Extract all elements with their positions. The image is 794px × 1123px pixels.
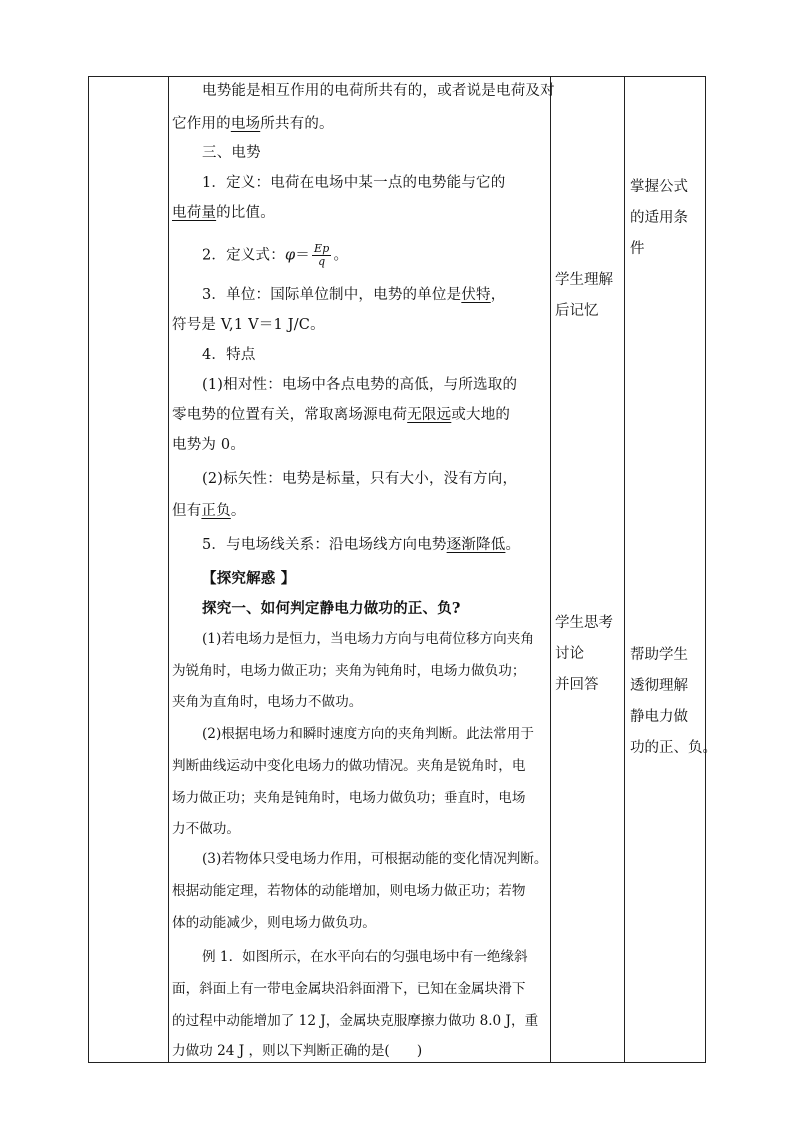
text-line: 零电势的位置有关，常取离场源电荷无限远或大地的 (172, 407, 511, 423)
design-intent: 帮助学生 (630, 647, 688, 663)
design-intent: 透彻理解 (630, 678, 688, 694)
section-heading: 三、电势 (202, 145, 261, 161)
text-line: (1)若电场力是恒力，当电场力方向与电荷位移方向夹角 (202, 631, 534, 647)
text-line: 例 1．如图所示，在水平向右的匀强电场中有一绝缘斜 (202, 949, 528, 965)
student-activity: 并回答 (555, 677, 599, 693)
text-line: 它作用的电场所共有的。 (172, 116, 334, 132)
text-line: 力不做功。 (172, 821, 240, 837)
text-line: 面，斜面上有一带电金属块沿斜面滑下，已知在金属块滑下 (172, 981, 526, 997)
text-line: 电势为 0。 (172, 437, 246, 453)
text-line: 1．定义：电荷在电场中某一点的电势能与它的 (202, 175, 506, 191)
design-intent: 件 (630, 241, 645, 257)
text-line: (1)相对性：电场中各点电势的高低，与所选取的 (202, 377, 518, 393)
underlined-term: 无限远 (407, 407, 452, 423)
underlined-term: 逐渐降低 (446, 537, 506, 553)
fraction: $\frac{Ep}{q}$ (314, 242, 330, 268)
text-line: 电荷量的比值。 (172, 205, 275, 221)
design-intent: 掌握公式 (630, 179, 688, 195)
student-activity: 后记忆 (555, 303, 599, 319)
text-line: 4．特点 (202, 347, 256, 363)
section-heading: 【探究解惑 】 (202, 570, 296, 587)
section-heading: 探究一、如何判定静电力做功的正、负? (202, 600, 461, 617)
text-line: 判断曲线运动中变化电场力的做功情况。夹角是锐角时，电 (172, 758, 526, 774)
text-line: 为锐角时，电场力做正功；夹角为钝角时，电场力做负功； (172, 663, 526, 679)
text-line: 根据动能定理，若物体的动能增加，则电场力做正功；若物 (172, 883, 526, 899)
column-divider (624, 77, 625, 1062)
underlined-term: 正负 (201, 503, 231, 519)
text-line: 但有正负。 (172, 503, 246, 519)
text-line: 5．与电场线关系：沿电场线方向电势逐渐降低。 (202, 537, 521, 553)
text-line: 力做功 24 J ，则以下判断正确的是( ) (172, 1043, 423, 1059)
formula-line: 2．定义式：φ＝ $\frac{Ep}{q}$ 。 (202, 242, 349, 268)
text-line: 体的动能减少，则电场力做负功。 (172, 915, 376, 931)
text-line: (3)若物体只受电场力作用，可根据动能的变化情况判断。 (202, 851, 548, 867)
underlined-term: 电场 (230, 116, 261, 132)
text-line: 符号是 V,1 V＝1 J/C。 (172, 317, 325, 333)
content-cell (169, 77, 555, 1062)
text-line: 的过程中动能增加了 12 J，金属块克服摩擦力做功 8.0 J，重 (172, 1013, 539, 1029)
design-intent: 功的正、负。 (630, 740, 717, 756)
text-line: 夹角为直角时，电场力不做功。 (172, 694, 363, 710)
student-activity: 学生理解 (555, 272, 613, 288)
text-line: 场力做正功；夹角是钝角时，电场力做负功；垂直时，电场 (172, 790, 526, 806)
design-intent: 静电力做 (630, 709, 688, 725)
design-intent: 的适用条 (630, 210, 688, 226)
text-line: 3．单位：国际单位制中，电势的单位是伏特， (202, 287, 506, 303)
student-activity: 学生思考 (555, 615, 613, 631)
student-activity: 讨论 (555, 646, 584, 662)
underlined-term: 电荷量 (172, 205, 217, 221)
lesson-table (88, 76, 717, 1063)
text-line: (2)根据电场力和瞬时速度方向的夹角判断。此法常用于 (202, 726, 534, 742)
text-line: 电势能是相互作用的电荷所共有的，或者说是电荷及对 (202, 83, 555, 99)
underlined-term: 伏特 (461, 287, 491, 303)
text-line: (2)标矢性：电势是标量，只有大小，没有方向， (202, 471, 518, 487)
